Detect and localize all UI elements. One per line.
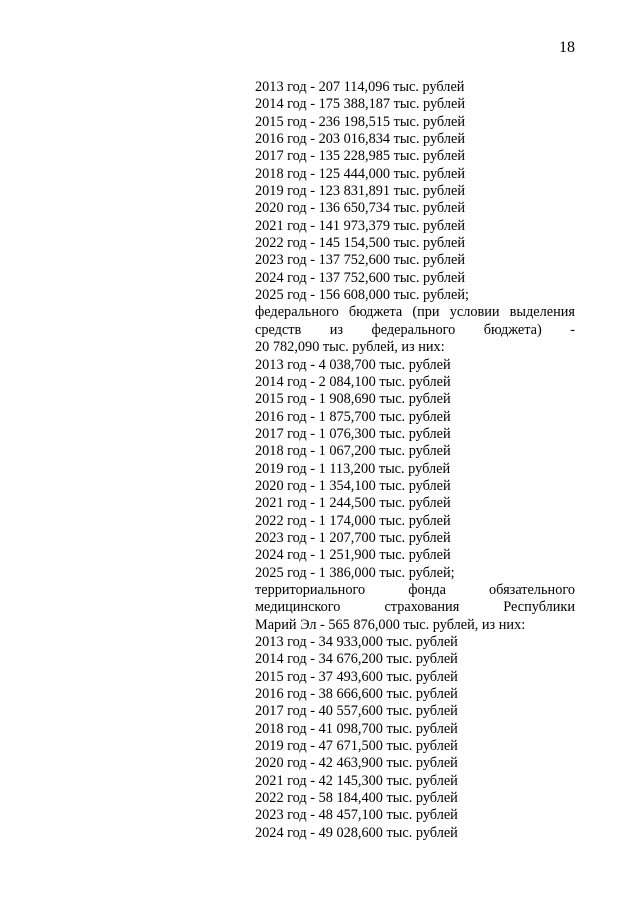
text-line: 2019 год - 47 671,500 тыс. рублей xyxy=(255,738,458,755)
text-line: 2017 год - 40 557,600 тыс. рублей xyxy=(255,703,458,720)
text-line: медицинского страхования Республики xyxy=(255,599,575,616)
text-line: 2021 год - 42 145,300 тыс. рублей xyxy=(255,772,458,789)
text-line: 2018 год - 1 067,200 тыс. рублей xyxy=(255,443,451,460)
text-line: 2021 год - 1 244,500 тыс. рублей xyxy=(255,495,451,512)
text-line: 2020 год - 42 463,900 тыс. рублей xyxy=(255,755,458,772)
text-line: 2025 год - 1 386,000 тыс. рублей; xyxy=(255,564,455,581)
text-line: 2024 год - 49 028,600 тыс. рублей xyxy=(255,824,458,841)
text-line: 2025 год - 156 608,000 тыс. рублей; xyxy=(255,287,469,304)
text-line: 2014 год - 34 676,200 тыс. рублей xyxy=(255,651,458,668)
text-line: 2019 год - 1 113,200 тыс. рублей xyxy=(255,460,451,477)
text-line: 2018 год - 125 444,000 тыс. рублей xyxy=(255,165,465,182)
text-line: 2024 год - 1 251,900 тыс. рублей xyxy=(255,547,451,564)
text-line: 2013 год - 207 114,096 тыс. рублей xyxy=(255,79,465,95)
text-line: средств из федерального бюджета) - xyxy=(255,321,575,338)
text-line: 2024 год - 137 752,600 тыс. рублей xyxy=(255,269,465,286)
page-number: 18 xyxy=(559,39,575,56)
text-line: 2015 год - 37 493,600 тыс. рублей xyxy=(255,668,458,685)
text-line: 2015 год - 236 198,515 тыс. рублей xyxy=(255,113,465,130)
text-line: 2017 год - 135 228,985 тыс. рублей xyxy=(255,148,465,165)
text-line: 2022 год - 145 154,500 тыс. рублей xyxy=(255,235,465,252)
text-line: 2023 год - 137 752,600 тыс. рублей xyxy=(255,252,465,269)
text-line: 2022 год - 58 184,400 тыс. рублей xyxy=(255,790,458,807)
text-line: 2021 год - 141 973,379 тыс. рублей xyxy=(255,217,465,234)
text-line: 2020 год - 136 650,734 тыс. рублей xyxy=(255,200,465,217)
text-line: территориального фонда обязательного xyxy=(255,581,575,598)
text-line: 2020 год - 1 354,100 тыс. рублей xyxy=(255,477,451,494)
text-line: 2016 год - 203 016,834 тыс. рублей xyxy=(255,131,465,148)
text-line: 2019 год - 123 831,891 тыс. рублей xyxy=(255,183,465,200)
text-line: 2023 год - 1 207,700 тыс. рублей xyxy=(255,529,451,546)
text-line: Марий Эл - 565 876,000 тыс. рублей, из них: xyxy=(255,616,526,633)
text-line: 2016 год - 38 666,600 тыс. рублей xyxy=(255,686,458,703)
text-line: 2013 год - 34 933,000 тыс. рублей xyxy=(255,634,458,650)
text-line: 2014 год - 175 388,187 тыс. рублей xyxy=(255,96,465,113)
text-line: 20 782,090 тыс. рублей, из них: xyxy=(255,339,445,356)
text-line: федерального бюджета (при условии выделения xyxy=(255,304,575,321)
text-line: 2023 год - 48 457,100 тыс. рублей xyxy=(255,807,458,824)
text-line: 2016 год - 1 875,700 тыс. рублей xyxy=(255,408,451,425)
text-line: 2014 год - 2 084,100 тыс. рублей xyxy=(255,373,451,390)
text-line: 2015 год - 1 908,690 тыс. рублей xyxy=(255,391,451,408)
text-line: 2017 год - 1 076,300 тыс. рублей xyxy=(255,425,451,442)
text-line: 2018 год - 41 098,700 тыс. рублей xyxy=(255,720,458,737)
text-line: 2022 год - 1 174,000 тыс. рублей xyxy=(255,512,451,529)
body-text xyxy=(255,79,575,842)
text-line: 2013 год - 4 038,700 тыс. рублей xyxy=(255,356,451,373)
